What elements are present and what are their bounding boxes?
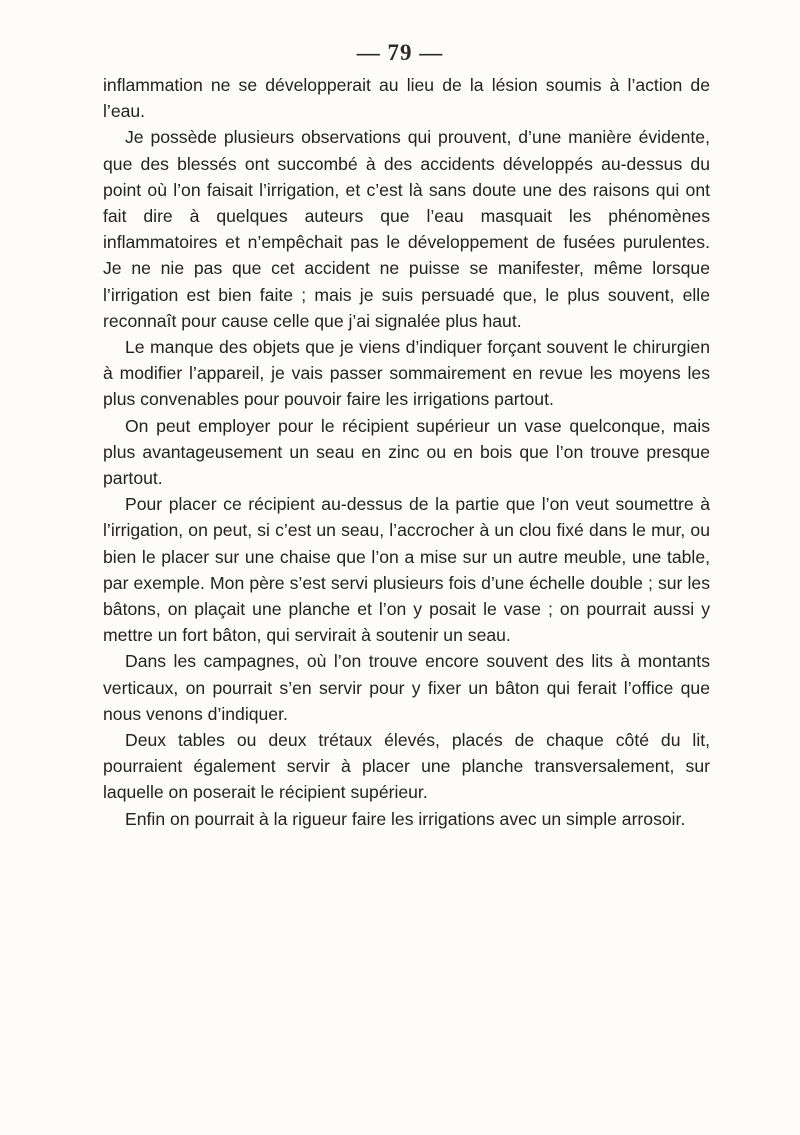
- paragraph-recipient-superieur: On peut employer pour le récipient supérieur un vase quelconque, mais plus avantageusement un seau en zinc ou en bois que l’on trouve presque partout.: [103, 415, 710, 489]
- paragraph-observations: Je possède plusieurs observations qui prouvent, d’une manière évidente, que des blessés ont succombé à des accidents développés au-dessus du point où l’on faisait l’irrigation, et c’est là sans doute une des raisons qui ont fait dire à quelques auteurs que l’eau masquait les phénomènes inflammatoires et n’empêchait pas le développement de fusées purulentes. Je ne nie pas que cet accident ne puisse se manifester, même lorsque l’irrigation est bien faite ; mais je suis persuadé que, le plus souvent, elle reconnaît pour cause celle que j’ai signalée plus haut.: [103, 127, 710, 331]
- paragraph-campagnes: Dans les campagnes, où l’on trouve encore souvent des lits à montants verticaux, on pourrait s’en servir pour y fixer un bâton qui ferait l’office que nous venons d’indiquer.: [103, 651, 710, 724]
- paragraph-deux-tables: Deux tables ou deux trétaux élevés, placés de chaque côté du lit, pourraient également servir à placer une planche transversalement, sur laquelle on poserait le récipient supérieur.: [103, 730, 710, 803]
- paragraph-manque-objets: Le manque des objets que je viens d’indiquer forçant souvent le chirurgien à modifier l’appareil, je vais passer sommairement en revue les moyens les plus convenables pour pouvoir faire les irrigations partout.: [103, 337, 710, 410]
- paragraph-continuation: inflammation ne se développerait au lieu de la lésion soumis à l’action de l’eau.: [103, 75, 710, 122]
- paragraph-arrosoir: Enfin on pourrait à la rigueur faire les irrigations avec un simple arrosoir.: [125, 808, 686, 829]
- body-text: [103, 72, 710, 832]
- page-number: — 79 —: [356, 40, 444, 65]
- paragraph-placer-recipient: Pour placer ce récipient au-dessus de la partie que l’on veut soumettre à l’irrigation, on peut, si c’est un seau, l’accrocher à un clou fixé dans le mur, ou bien le placer sur une chaise que l’on a mise sur un autre meuble, une table, par exemple. Mon père s’est servi plusieurs fois d’une échelle double ; sur les bâtons, on plaçait une planche et l’on y posait le vase ; on pourrait aussi y mettre un fort bâton, qui servirait à soutenir un seau.: [103, 494, 710, 646]
